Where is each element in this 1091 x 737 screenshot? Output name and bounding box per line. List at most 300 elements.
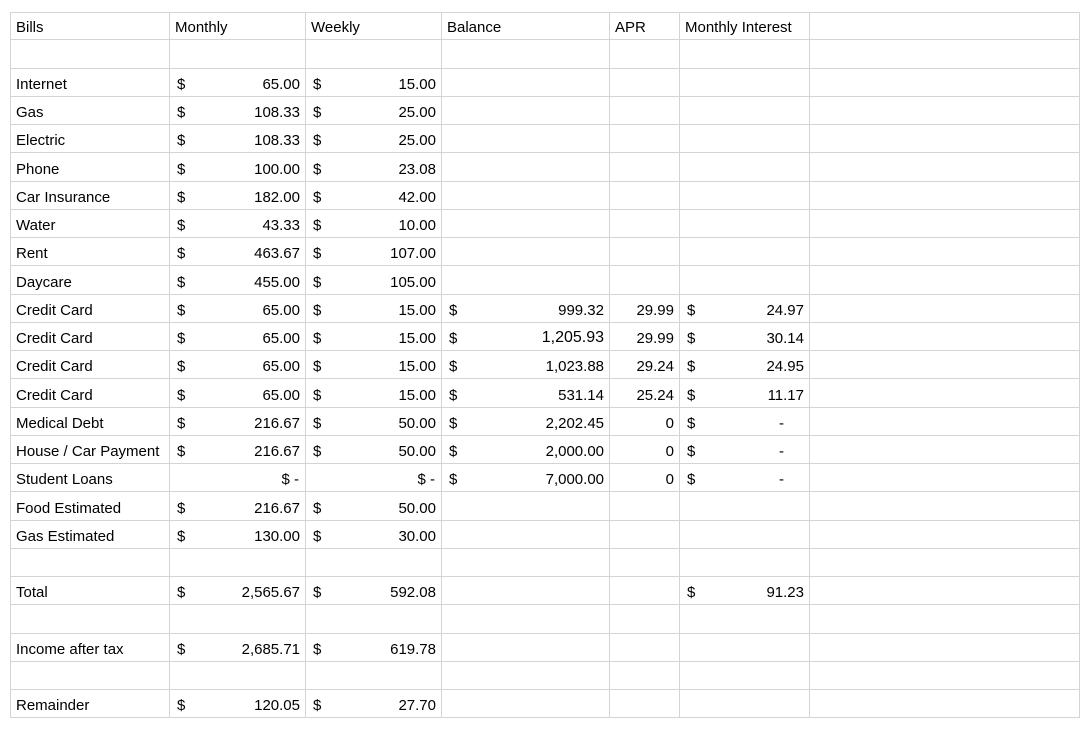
interest-cell[interactable] xyxy=(680,492,810,520)
currency-symbol: $ xyxy=(313,217,322,234)
weekly-cell[interactable] xyxy=(306,323,442,351)
table-row xyxy=(10,153,1080,181)
weekly-cell[interactable] xyxy=(306,40,442,68)
empty-cell[interactable] xyxy=(810,492,1080,520)
bill-name: Car Insurance xyxy=(16,188,111,206)
weekly-cell[interactable] xyxy=(306,662,442,690)
empty-cell[interactable] xyxy=(810,436,1080,464)
monthly-cell[interactable] xyxy=(170,605,306,633)
amount: 108.33 xyxy=(254,104,300,121)
balance-cell[interactable] xyxy=(442,492,610,520)
apr-cell[interactable] xyxy=(610,153,680,181)
balance-cell[interactable] xyxy=(442,69,610,97)
balance-cell[interactable] xyxy=(442,97,610,125)
weekly-cell[interactable] xyxy=(306,408,442,436)
bill-name-cell[interactable] xyxy=(10,40,170,68)
amount: 216.67 xyxy=(254,414,300,432)
weekly-cell[interactable] xyxy=(306,605,442,633)
amount: 182.00 xyxy=(254,188,300,206)
interest-cell[interactable] xyxy=(680,436,810,464)
empty-cell[interactable] xyxy=(810,379,1080,407)
empty-cell[interactable] xyxy=(810,182,1080,210)
currency-symbol: $ xyxy=(313,330,322,347)
weekly-cell[interactable] xyxy=(306,634,442,662)
currency-symbol: $ xyxy=(449,443,458,460)
currency-symbol: $ xyxy=(313,104,322,121)
weekly-cell[interactable] xyxy=(306,69,442,97)
currency-symbol: $ xyxy=(313,160,322,178)
table-row xyxy=(10,662,1080,690)
table-row xyxy=(10,549,1080,577)
table-row xyxy=(10,379,1080,407)
weekly-cell[interactable] xyxy=(306,577,442,605)
apr-cell[interactable] xyxy=(610,295,680,323)
bill-name: Credit Card xyxy=(16,330,93,347)
bill-name-cell[interactable] xyxy=(10,153,170,181)
bill-name-cell[interactable] xyxy=(10,351,170,379)
monthly-cell[interactable] xyxy=(170,125,306,153)
currency-symbol: $ xyxy=(177,217,186,234)
apr-cell[interactable] xyxy=(610,40,680,68)
currency-symbol: $ xyxy=(313,301,322,319)
currency-symbol: $ xyxy=(313,640,322,658)
amount: 15.00 xyxy=(398,330,436,347)
bill-name: House / Car Payment xyxy=(16,443,160,460)
amount: 1,205.93 xyxy=(541,329,604,346)
amount: 50.00 xyxy=(398,443,436,460)
apr-cell[interactable] xyxy=(610,436,680,464)
apr-value: 29.24 xyxy=(636,358,674,376)
amount: 130.00 xyxy=(254,527,300,545)
table-row xyxy=(10,210,1080,238)
currency-symbol: $ xyxy=(313,443,322,460)
amount: 1,023.88 xyxy=(545,358,604,376)
apr-value: 0 xyxy=(665,414,674,432)
amount: 25.00 xyxy=(398,132,436,150)
currency-symbol: $ xyxy=(177,697,186,715)
interest-cell[interactable] xyxy=(680,351,810,379)
amount: 25.00 xyxy=(398,104,436,121)
empty-cell[interactable] xyxy=(810,295,1080,323)
monthly-cell[interactable] xyxy=(170,153,306,181)
currency-symbol: $ xyxy=(177,75,186,93)
monthly-value: $ - xyxy=(281,471,299,489)
empty-cell[interactable] xyxy=(810,69,1080,97)
currency-symbol: $ xyxy=(313,132,322,150)
amount: 107.00 xyxy=(390,245,436,263)
header-cell[interactable] xyxy=(306,12,442,40)
table-row xyxy=(10,521,1080,549)
bill-name-cell[interactable] xyxy=(10,605,170,633)
apr-cell[interactable] xyxy=(610,97,680,125)
bill-name-cell[interactable] xyxy=(10,323,170,351)
weekly-cell[interactable] xyxy=(306,266,442,294)
weekly-cell[interactable] xyxy=(306,182,442,210)
apr-cell[interactable] xyxy=(610,577,680,605)
amount: 463.67 xyxy=(254,245,300,263)
currency-symbol: $ xyxy=(177,301,186,319)
amount: 999.32 xyxy=(558,301,604,319)
currency-symbol: $ xyxy=(687,414,696,432)
currency-symbol: $ xyxy=(687,301,696,319)
bill-name: Food Estimated xyxy=(16,499,122,517)
currency-symbol: $ xyxy=(449,301,458,319)
balance-cell[interactable] xyxy=(442,436,610,464)
empty-cell[interactable] xyxy=(810,210,1080,238)
empty-cell[interactable] xyxy=(810,153,1080,181)
interest-cell[interactable] xyxy=(680,690,810,718)
monthly-cell[interactable] xyxy=(170,351,306,379)
amount: 65.00 xyxy=(262,75,300,93)
apr-value: 29.99 xyxy=(636,301,674,319)
amount: 2,565.67 xyxy=(241,584,300,602)
empty-cell[interactable] xyxy=(810,690,1080,718)
apr-value: 29.99 xyxy=(636,330,674,347)
monthly-cell[interactable] xyxy=(170,408,306,436)
currency-symbol: $ xyxy=(687,471,696,489)
interest-cell[interactable] xyxy=(680,97,810,125)
balance-cell[interactable] xyxy=(442,521,610,549)
balance-cell[interactable] xyxy=(442,266,610,294)
bill-name-cell[interactable] xyxy=(10,69,170,97)
balance-cell[interactable] xyxy=(442,408,610,436)
monthly-cell[interactable] xyxy=(170,295,306,323)
interest-cell[interactable] xyxy=(680,549,810,577)
currency-symbol: $ xyxy=(177,527,186,545)
amount: 7,000.00 xyxy=(545,471,604,489)
currency-symbol: $ xyxy=(313,386,322,404)
empty-cell[interactable] xyxy=(810,577,1080,605)
weekly-cell[interactable] xyxy=(306,153,442,181)
apr-value: 0 xyxy=(665,471,674,489)
currency-symbol: $ xyxy=(449,358,458,376)
interest-cell[interactable] xyxy=(680,577,810,605)
weekly-value: $ - xyxy=(417,471,435,489)
currency-symbol: $ xyxy=(313,499,322,517)
amount: 15.00 xyxy=(398,358,436,376)
interest-cell[interactable] xyxy=(680,295,810,323)
table-row xyxy=(10,634,1080,662)
interest-cell[interactable] xyxy=(680,605,810,633)
interest-cell[interactable] xyxy=(680,662,810,690)
interest-cell[interactable] xyxy=(680,182,810,210)
weekly-cell[interactable] xyxy=(306,549,442,577)
balance-cell[interactable] xyxy=(442,605,610,633)
monthly-cell[interactable] xyxy=(170,436,306,464)
bill-name-cell[interactable] xyxy=(10,634,170,662)
table-row xyxy=(10,69,1080,97)
apr-cell[interactable] xyxy=(610,323,680,351)
empty-cell[interactable] xyxy=(810,40,1080,68)
currency-symbol: $ xyxy=(313,75,322,93)
currency-symbol: $ xyxy=(177,640,186,658)
apr-cell[interactable] xyxy=(610,379,680,407)
amount: 10.00 xyxy=(398,217,436,234)
bill-name-cell[interactable] xyxy=(10,521,170,549)
currency-symbol: $ xyxy=(449,471,458,489)
amount: 43.33 xyxy=(262,217,300,234)
balance-cell[interactable] xyxy=(442,690,610,718)
empty-cell[interactable] xyxy=(810,549,1080,577)
currency-symbol: $ xyxy=(313,697,322,715)
bill-name-cell[interactable] xyxy=(10,436,170,464)
apr-value: 25.24 xyxy=(636,386,674,404)
bill-name: Medical Debt xyxy=(16,414,104,432)
bill-name: Remainder xyxy=(16,697,90,715)
table-row xyxy=(10,238,1080,266)
apr-cell[interactable] xyxy=(610,605,680,633)
apr-cell[interactable] xyxy=(610,210,680,238)
empty-cell[interactable] xyxy=(810,605,1080,633)
bill-name: Student Loans xyxy=(16,471,113,489)
amount: 42.00 xyxy=(398,188,436,206)
balance-cell[interactable] xyxy=(442,323,610,351)
balance-cell[interactable] xyxy=(442,210,610,238)
bill-name: Phone xyxy=(16,160,60,178)
currency-symbol: $ xyxy=(449,386,458,404)
amount: 15.00 xyxy=(398,75,436,93)
empty-cell[interactable] xyxy=(810,266,1080,294)
header-row xyxy=(10,12,1080,40)
amount: 100.00 xyxy=(254,160,300,178)
monthly-cell[interactable] xyxy=(170,40,306,68)
monthly-cell[interactable] xyxy=(170,69,306,97)
bill-name-cell[interactable] xyxy=(10,662,170,690)
balance-cell[interactable] xyxy=(442,238,610,266)
apr-cell[interactable] xyxy=(610,690,680,718)
monthly-cell[interactable] xyxy=(170,266,306,294)
currency-symbol: $ xyxy=(177,414,186,432)
monthly-cell[interactable] xyxy=(170,662,306,690)
weekly-cell[interactable] xyxy=(306,210,442,238)
monthly-cell[interactable] xyxy=(170,577,306,605)
currency-symbol: $ xyxy=(687,386,696,404)
header-label: Balance xyxy=(447,19,502,37)
empty-cell[interactable] xyxy=(810,634,1080,662)
amount: 65.00 xyxy=(262,330,300,347)
bill-name-cell[interactable] xyxy=(10,210,170,238)
header-label: Monthly xyxy=(175,19,228,37)
monthly-cell[interactable] xyxy=(170,521,306,549)
currency-symbol: $ xyxy=(449,330,458,347)
currency-symbol: $ xyxy=(177,386,186,404)
amount: 592.08 xyxy=(390,584,436,602)
header-cell[interactable] xyxy=(170,12,306,40)
amount: 11.17 xyxy=(767,386,804,404)
apr-cell[interactable] xyxy=(610,634,680,662)
amount: 105.00 xyxy=(390,273,436,291)
table-row xyxy=(10,125,1080,153)
amount: 65.00 xyxy=(262,358,300,376)
table-row xyxy=(10,266,1080,294)
apr-value: 0 xyxy=(665,443,674,460)
bill-name: Electric xyxy=(16,132,66,150)
amount: 23.08 xyxy=(398,160,436,178)
weekly-cell[interactable] xyxy=(306,351,442,379)
balance-cell[interactable] xyxy=(442,634,610,662)
bill-name: Total xyxy=(16,584,48,602)
balance-cell[interactable] xyxy=(442,379,610,407)
weekly-cell[interactable] xyxy=(306,238,442,266)
monthly-cell[interactable] xyxy=(170,323,306,351)
weekly-cell[interactable] xyxy=(306,492,442,520)
bill-name-cell[interactable] xyxy=(10,182,170,210)
empty-cell[interactable] xyxy=(810,97,1080,125)
table-row xyxy=(10,323,1080,351)
weekly-cell[interactable] xyxy=(306,97,442,125)
currency-symbol: $ xyxy=(313,414,322,432)
amount: 91.23 xyxy=(766,584,804,602)
currency-symbol: $ xyxy=(687,330,696,347)
apr-cell[interactable] xyxy=(610,408,680,436)
bill-name-cell[interactable] xyxy=(10,379,170,407)
interest-cell[interactable] xyxy=(680,125,810,153)
bill-name-cell[interactable] xyxy=(10,238,170,266)
interest-cell[interactable] xyxy=(680,40,810,68)
apr-cell[interactable] xyxy=(610,266,680,294)
weekly-cell[interactable] xyxy=(306,464,442,492)
apr-cell[interactable] xyxy=(610,662,680,690)
amount: 24.95 xyxy=(766,358,804,376)
weekly-cell[interactable] xyxy=(306,436,442,464)
bill-name-cell[interactable] xyxy=(10,690,170,718)
table-row xyxy=(10,605,1080,633)
interest-cell[interactable] xyxy=(680,323,810,351)
amount: 65.00 xyxy=(262,301,300,319)
empty-cell[interactable] xyxy=(810,521,1080,549)
currency-symbol: $ xyxy=(177,584,186,602)
interest-cell[interactable] xyxy=(680,408,810,436)
weekly-cell[interactable] xyxy=(306,295,442,323)
table-row xyxy=(10,436,1080,464)
amount: 2,685.71 xyxy=(241,640,300,658)
interest-cell[interactable] xyxy=(680,464,810,492)
empty-cell[interactable] xyxy=(810,408,1080,436)
weekly-cell[interactable] xyxy=(306,125,442,153)
empty-cell[interactable] xyxy=(810,464,1080,492)
apr-cell[interactable] xyxy=(610,125,680,153)
monthly-cell[interactable] xyxy=(170,549,306,577)
empty-cell[interactable] xyxy=(810,125,1080,153)
amount: 30.00 xyxy=(398,527,436,545)
monthly-cell[interactable] xyxy=(170,97,306,125)
apr-cell[interactable] xyxy=(610,351,680,379)
currency-symbol: $ xyxy=(313,584,322,602)
bill-name-cell[interactable] xyxy=(10,492,170,520)
amount: - xyxy=(779,443,784,460)
amount: 24.97 xyxy=(766,301,804,319)
weekly-cell[interactable] xyxy=(306,521,442,549)
bill-name-cell[interactable] xyxy=(10,266,170,294)
balance-cell[interactable] xyxy=(442,577,610,605)
interest-cell[interactable] xyxy=(680,69,810,97)
currency-symbol: $ xyxy=(177,132,186,150)
bill-name-cell[interactable] xyxy=(10,464,170,492)
monthly-cell[interactable] xyxy=(170,379,306,407)
monthly-cell[interactable] xyxy=(170,464,306,492)
weekly-cell[interactable] xyxy=(306,690,442,718)
header-label: Weekly xyxy=(311,19,360,37)
currency-symbol: $ xyxy=(177,160,186,178)
empty-cell[interactable] xyxy=(810,12,1080,40)
amount: 216.67 xyxy=(254,443,300,460)
bill-name: Water xyxy=(16,217,56,234)
empty-cell[interactable] xyxy=(810,323,1080,351)
interest-cell[interactable] xyxy=(680,210,810,238)
balance-cell[interactable] xyxy=(442,40,610,68)
amount: 619.78 xyxy=(390,640,436,658)
header-cell[interactable] xyxy=(10,12,170,40)
interest-cell[interactable] xyxy=(680,634,810,662)
monthly-cell[interactable] xyxy=(170,690,306,718)
balance-cell[interactable] xyxy=(442,464,610,492)
currency-symbol: $ xyxy=(449,414,458,432)
header-cell[interactable] xyxy=(680,12,810,40)
apr-cell[interactable] xyxy=(610,238,680,266)
bill-name: Gas xyxy=(16,104,44,121)
currency-symbol: $ xyxy=(177,499,186,517)
interest-cell[interactable] xyxy=(680,238,810,266)
currency-symbol: $ xyxy=(313,358,322,376)
interest-cell[interactable] xyxy=(680,153,810,181)
monthly-cell[interactable] xyxy=(170,210,306,238)
amount: 2,000.00 xyxy=(545,443,604,460)
apr-cell[interactable] xyxy=(610,549,680,577)
balance-cell[interactable] xyxy=(442,295,610,323)
table-row xyxy=(10,97,1080,125)
empty-cell[interactable] xyxy=(810,238,1080,266)
balance-cell[interactable] xyxy=(442,125,610,153)
monthly-cell[interactable] xyxy=(170,182,306,210)
apr-cell[interactable] xyxy=(610,492,680,520)
balance-cell[interactable] xyxy=(442,351,610,379)
apr-cell[interactable] xyxy=(610,182,680,210)
interest-cell[interactable] xyxy=(680,266,810,294)
interest-cell[interactable] xyxy=(680,379,810,407)
currency-symbol: $ xyxy=(313,527,322,545)
balance-cell[interactable] xyxy=(442,549,610,577)
table-row xyxy=(10,40,1080,68)
monthly-cell[interactable] xyxy=(170,238,306,266)
header-cell[interactable] xyxy=(610,12,680,40)
apr-cell[interactable] xyxy=(610,69,680,97)
balance-cell[interactable] xyxy=(442,153,610,181)
weekly-cell[interactable] xyxy=(306,379,442,407)
header-cell[interactable] xyxy=(442,12,610,40)
interest-cell[interactable] xyxy=(680,521,810,549)
apr-cell[interactable] xyxy=(610,464,680,492)
empty-cell[interactable] xyxy=(810,351,1080,379)
bill-name-cell[interactable] xyxy=(10,577,170,605)
bill-name-cell[interactable] xyxy=(10,125,170,153)
empty-cell[interactable] xyxy=(810,662,1080,690)
monthly-cell[interactable] xyxy=(170,634,306,662)
bill-name-cell[interactable] xyxy=(10,295,170,323)
bill-name-cell[interactable] xyxy=(10,97,170,125)
amount: 15.00 xyxy=(398,386,436,404)
bill-name-cell[interactable] xyxy=(10,408,170,436)
table-row xyxy=(10,182,1080,210)
balance-cell[interactable] xyxy=(442,662,610,690)
bill-name-cell[interactable] xyxy=(10,549,170,577)
currency-symbol: $ xyxy=(177,330,186,347)
currency-symbol: $ xyxy=(687,443,696,460)
balance-cell[interactable] xyxy=(442,182,610,210)
bill-name: Gas Estimated xyxy=(16,527,115,545)
bill-name: Income after tax xyxy=(16,640,124,658)
monthly-cell[interactable] xyxy=(170,492,306,520)
apr-cell[interactable] xyxy=(610,521,680,549)
